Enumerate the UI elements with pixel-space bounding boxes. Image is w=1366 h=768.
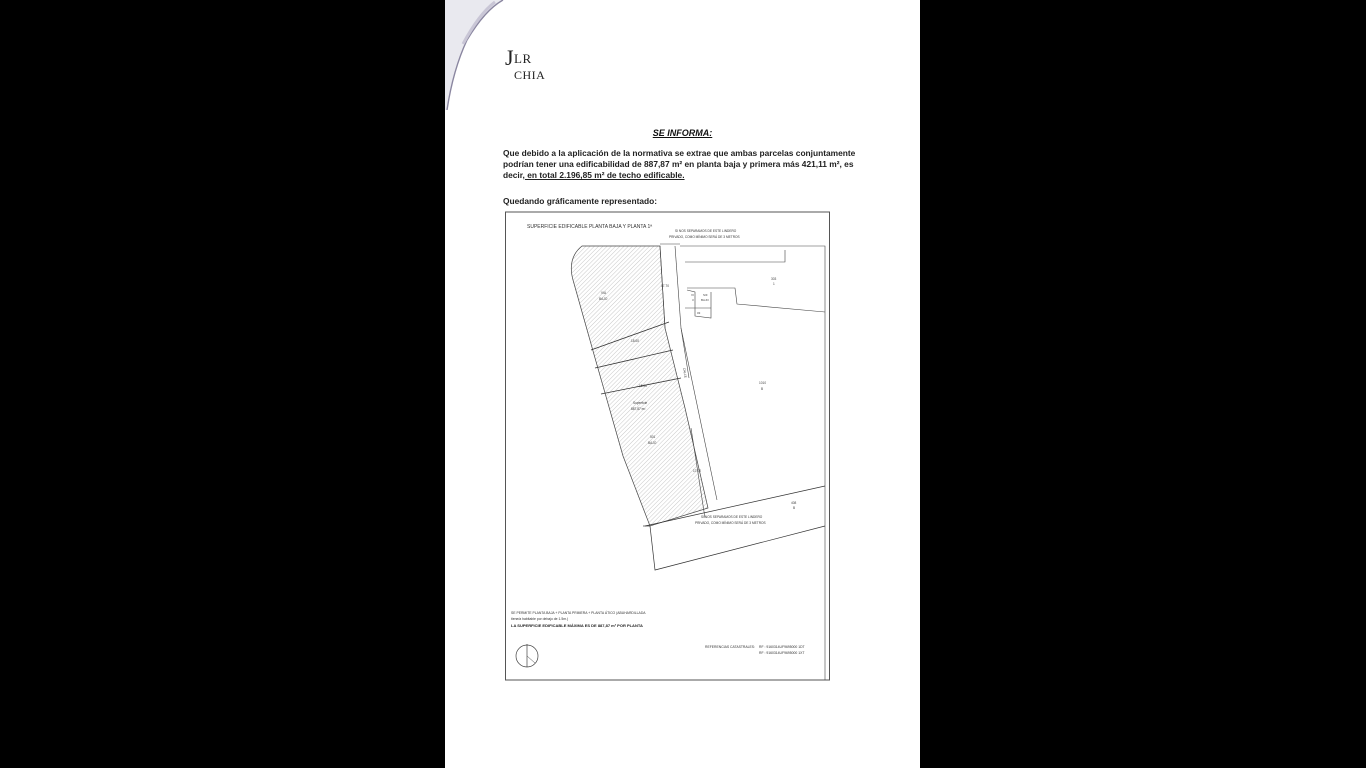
parcel-d-label-1: 303: [771, 277, 777, 281]
small-label-1: VI: [691, 293, 694, 297]
site-plan-drawing: [505, 208, 831, 684]
section-heading: SE INFORMA:: [652, 128, 713, 138]
parcel-d-label-2: 1: [773, 282, 775, 286]
parcel-a-label-2: BAJO: [599, 297, 608, 301]
small-label-3: SIF: [703, 293, 708, 297]
parcel-e-label-1: 408: [791, 501, 797, 505]
logo-initial: J: [505, 45, 514, 70]
note-top-line-1: SI NOS SEPARAMOS DE ESTE LINDERO: [675, 229, 737, 233]
figure-caption: Quedando gráficamente representado:: [503, 196, 658, 206]
document-page: [445, 0, 920, 768]
company-logo: [505, 47, 545, 91]
parcel-c-label-1: 1010: [759, 381, 767, 385]
small-label-4: BAJO: [701, 298, 709, 302]
dimension-middle-2: 15.00: [639, 384, 647, 388]
surface-value: 887,87 m²: [631, 407, 646, 411]
street-label: CALLE: [682, 367, 688, 379]
note-top-line-2: PRIVADO, COMO MÍNIMO SERÁ DE 3 METROS: [669, 235, 740, 239]
paragraph-text: Que debido a la aplicación de la normativa se extrae que ambas parcelas conjuntamente podrían tener una edificabilidad de 887,87 m² en planta baja y primera más 421,11 m², es decir,: [503, 148, 856, 181]
dimension-top: 17.70: [661, 284, 669, 288]
parcel-b-label-1: 501: [650, 435, 656, 439]
dimension-middle-1: 15.00: [631, 339, 639, 343]
parcel-b-label-2: BAJO: [648, 441, 657, 445]
surface-label: Superficie: [633, 401, 648, 405]
plan-title: SUPERFICIE EDIFICABLE PLANTA BAJA Y PLANTA 1ª: [527, 224, 653, 230]
parcel-a-label-1: VIA: [601, 291, 607, 295]
report-paragraph: [503, 148, 873, 182]
site-plan: [505, 208, 831, 684]
footer-note-1: SE PERMITE PLANTA BAJA + PLANTA PRIMERA + PLANTA ÁTICO (ABUHARDILLADA: [511, 611, 646, 615]
parcel-c-label-2: B: [761, 387, 764, 391]
north-arrow-icon: [516, 644, 538, 667]
logo-top-text: LR: [514, 51, 532, 66]
reference-1: RF : 9160314UF9695000 1DT: [759, 645, 805, 649]
paragraph-underlined-total: en total 2.196,85 m² de techo edificable.: [524, 170, 685, 181]
note-bottom-line-2: PRIVADO, COMO MÍNIMO SERÁ DE 3 METROS: [695, 521, 766, 525]
logo-bottom-text: CHIA: [514, 68, 546, 82]
small-label-5: 03: [697, 311, 701, 315]
footer-note-2: tiene/a habitable por debajo de 1.5m.): [511, 617, 569, 621]
reference-2: RF : 9160314UF9695000 1XT: [759, 651, 805, 655]
small-label-2: 3: [692, 298, 694, 302]
references-label: REFERENCIAS CATASTRALES:: [705, 645, 755, 649]
footer-note-3: LA SUPERFICIE EDIFICABLE MÁXIMA ES DE 887,87 m² POR PLANTA: [511, 623, 643, 628]
note-bottom-line-1: SI NOS SEPARAMOS DE ESTE LINDERO: [701, 515, 763, 519]
parcel-e-label-2: B: [793, 506, 796, 510]
dimension-lower: 17.00: [693, 469, 701, 473]
